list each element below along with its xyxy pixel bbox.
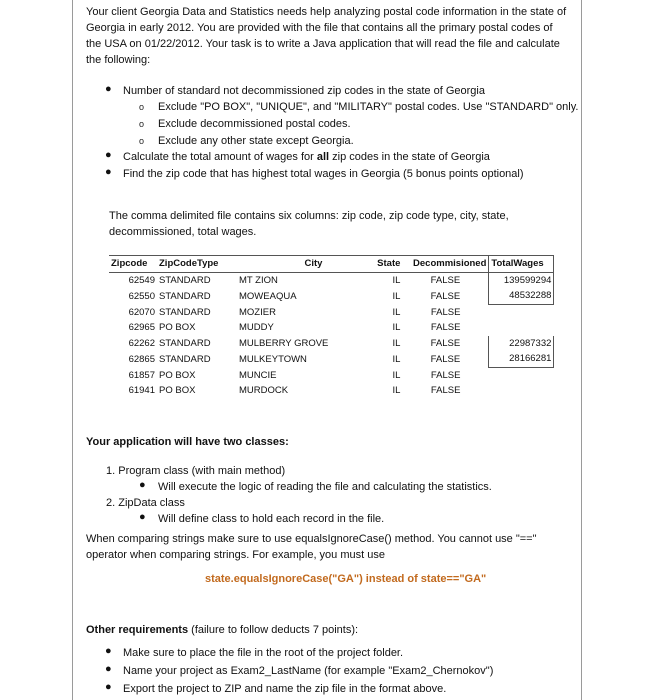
table-cell: MULBERRY GROVE xyxy=(239,337,329,349)
bullet-icon: ● xyxy=(139,511,146,523)
table-cell: PO BOX xyxy=(159,322,196,334)
table-cell: STANDARD xyxy=(159,290,211,302)
table-cell xyxy=(489,304,554,320)
table-cell: MULKEYTOWN xyxy=(239,353,307,365)
document-page xyxy=(72,0,582,700)
table-cell: FALSE xyxy=(430,369,461,381)
other-requirements-heading xyxy=(86,622,358,638)
table-cell: IL xyxy=(392,306,401,318)
bullet-icon: ● xyxy=(105,166,112,178)
requirement-item: Name your project as Exam2_LastName (for example "Exam2_Chernokov") xyxy=(123,665,494,677)
table-cell: 22987332 xyxy=(489,336,554,352)
task-item xyxy=(123,149,490,165)
table-cell: MOZIER xyxy=(239,306,276,318)
subtask-item: Exclude any other state except Georgia. xyxy=(158,135,354,147)
table-cell: STANDARD xyxy=(159,274,211,286)
table-cell: FALSE xyxy=(430,322,461,334)
table-cell: MT ZION xyxy=(239,274,278,286)
class-detail: Will execute the logic of reading the file and calculating the statistics. xyxy=(158,481,492,493)
table-cell: 28166281 xyxy=(489,351,554,367)
table-cell: 62549 xyxy=(128,274,155,286)
table-cell xyxy=(489,320,554,336)
table-cell: IL xyxy=(392,274,401,286)
table-cell: FALSE xyxy=(430,290,461,302)
table-row xyxy=(109,304,554,320)
bullet-icon: ● xyxy=(105,645,112,657)
table-cell: STANDARD xyxy=(159,337,211,349)
task-item: Find the zip code that has highest total wages in Georgia (5 bonus points optional) xyxy=(123,168,524,180)
bullet-icon: ● xyxy=(105,663,112,675)
table-cell: PO BOX xyxy=(159,385,196,397)
bullet-icon: ● xyxy=(105,83,112,95)
table-cell: IL xyxy=(392,322,401,334)
table-row xyxy=(109,336,554,352)
column-header: TotalWages xyxy=(489,256,554,273)
heading-suffix: (failure to follow deducts 7 points): xyxy=(188,624,359,636)
table-cell: FALSE xyxy=(430,353,461,365)
requirement-item: Export the project to ZIP and name the zip file in the format above. xyxy=(123,683,447,695)
subtask-item: Exclude decommissioned postal codes. xyxy=(158,118,351,130)
table-cell: STANDARD xyxy=(159,306,211,318)
task-text: zip codes in the state of Georgia xyxy=(329,151,490,163)
table-cell: STANDARD xyxy=(159,353,211,365)
table-cell: MOWEAQUA xyxy=(239,290,297,302)
table-row xyxy=(109,383,554,399)
table-cell: MUNCIE xyxy=(239,369,277,381)
table-cell: 62865 xyxy=(128,353,155,365)
bullet-icon: ● xyxy=(105,681,112,693)
class-item: 1. Program class (with main method) xyxy=(106,465,286,477)
table-row xyxy=(109,351,554,367)
column-header: Decommisioned xyxy=(413,258,487,270)
column-header: City xyxy=(304,258,323,270)
table-cell: MURDOCK xyxy=(239,385,289,397)
subtask-item: Exclude "PO BOX", "UNIQUE", and "MILITARY" postal codes. Use "STANDARD" only. xyxy=(158,101,579,113)
class-detail: Will define class to hold each record in the file. xyxy=(158,513,385,525)
circle-bullet-icon: o xyxy=(139,102,145,112)
table-cell: 62070 xyxy=(128,306,155,318)
classes-heading: Your application will have two classes: xyxy=(86,436,289,448)
compare-note: When comparing strings make sure to use equalsIgnoreCase() method. You cannot use "==" operator when comparing strings. For example, you must use xyxy=(86,533,537,561)
table-cell: 139599294 xyxy=(489,272,554,288)
circle-bullet-icon: o xyxy=(139,136,145,146)
table-row xyxy=(109,288,554,304)
table-cell: MUDDY xyxy=(239,322,274,334)
table-cell: FALSE xyxy=(430,306,461,318)
requirement-item: Make sure to place the file in the root of the project folder. xyxy=(123,647,404,659)
table-cell: PO BOX xyxy=(159,369,196,381)
table-row xyxy=(109,367,554,383)
table-cell: 62550 xyxy=(128,290,155,302)
table-cell: IL xyxy=(392,337,401,349)
table-cell: 61941 xyxy=(128,385,155,397)
class-item: 2. ZipData class xyxy=(106,497,185,509)
table-cell: FALSE xyxy=(430,337,461,349)
table-cell: 62262 xyxy=(128,337,155,349)
code-example: state.equalsIgnoreCase("GA") instead of state=="GA" xyxy=(205,573,487,585)
task-emphasis: all xyxy=(316,151,330,163)
task-text: Calculate the total amount of wages for xyxy=(123,151,317,163)
table-cell: FALSE xyxy=(430,385,461,397)
heading-bold: Other requirements xyxy=(86,624,189,636)
column-header: State xyxy=(377,258,401,270)
table-cell xyxy=(489,383,554,399)
task-item: Number of standard not decommissioned zip codes in the state of Georgia xyxy=(123,85,485,97)
table-cell: 48532288 xyxy=(489,288,554,304)
table-cell: 62965 xyxy=(128,322,155,334)
bullet-icon: ● xyxy=(105,149,112,161)
file-description: The comma delimited file contains six columns: zip code, zip code type, city, state, decommissioned, total wages. xyxy=(109,210,509,238)
table-cell: IL xyxy=(392,385,401,397)
table-header-row xyxy=(109,256,554,273)
table-cell xyxy=(489,367,554,383)
intro-paragraph: Your client Georgia Data and Statistics needs help analyzing postal code information in the state of Georgia in early 2012. You are provided with the file that contains all the primary postal codes of the USA on 01/22/2012. Your task is to write a Java application that will read the file and calculate the following: xyxy=(86,6,567,66)
table-cell: IL xyxy=(392,290,401,302)
bullet-icon: ● xyxy=(139,479,146,491)
column-header: ZipCodeType xyxy=(159,258,219,270)
sample-data-table xyxy=(109,255,554,399)
table-cell: IL xyxy=(392,353,401,365)
table-row xyxy=(109,272,554,288)
table-cell: FALSE xyxy=(430,274,461,286)
column-header: Zipcode xyxy=(111,258,148,270)
table-row xyxy=(109,320,554,336)
table-cell: IL xyxy=(392,369,401,381)
circle-bullet-icon: o xyxy=(139,119,145,129)
table-cell: 61857 xyxy=(128,369,155,381)
